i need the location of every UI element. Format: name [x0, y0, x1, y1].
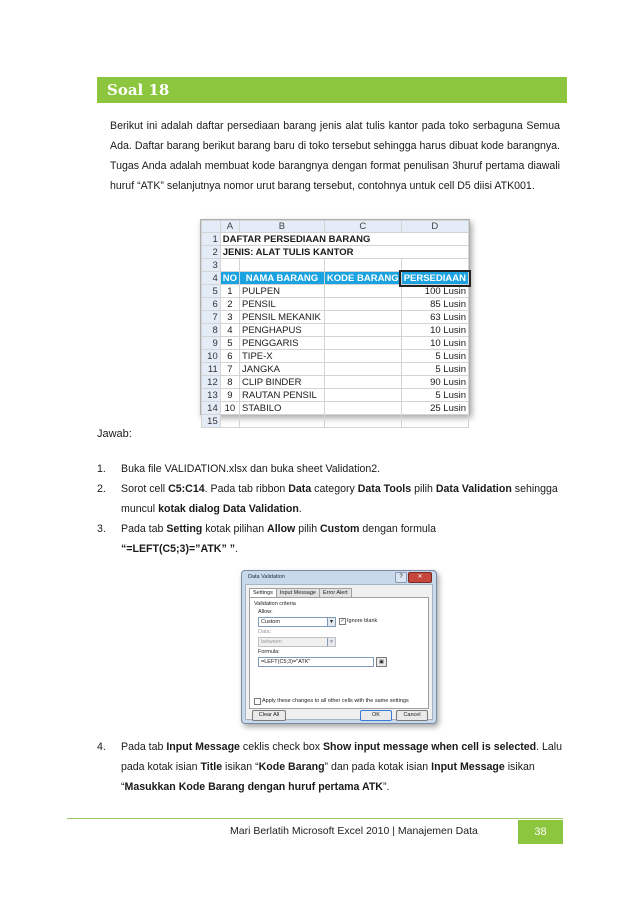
cell-no: 8 [220, 376, 239, 389]
data-label: Data: [258, 629, 272, 635]
list-item: 4. Pada tab Input Message ceklis check box Show input message when cell is selected. Lalu pada kotak isian Title isikan “Kode Barang” dan pada kotak isian Input Message isikan “Masukkan Kode Barang dengan huruf pertama ATK”. [97, 737, 567, 797]
cell-nama: RAUTAN PENSIL [240, 389, 325, 402]
cell-kode [324, 298, 401, 311]
row-number: 11 [202, 363, 221, 376]
corner-cell [202, 221, 221, 233]
criteria-label: Validation criteria [254, 601, 296, 607]
sheet-row [202, 259, 469, 272]
cell-nama: CLIP BINDER [240, 376, 325, 389]
intro-paragraph [110, 116, 560, 196]
cell-kode [324, 285, 401, 298]
step-text: Buka file VALIDATION.xlsx dan buka sheet Validation2. [121, 463, 381, 475]
range-selector-icon[interactable]: ▣ [376, 657, 387, 667]
ok-button[interactable]: OK [360, 710, 392, 721]
step-number: 4. [97, 741, 106, 753]
row-number: 13 [202, 389, 221, 402]
cell-persediaan: 5 Lusin [401, 389, 468, 402]
sheet-row [202, 233, 469, 246]
table-row [202, 363, 469, 376]
table-row [202, 285, 469, 298]
help-icon[interactable]: ? [395, 572, 407, 583]
row-number: 14 [202, 402, 221, 415]
table-row [202, 298, 469, 311]
sheet-title-2: JENIS: ALAT TULIS KANTOR [220, 246, 468, 259]
cell-kode [324, 402, 401, 415]
sheet-row [202, 246, 469, 259]
row-number: 4 [202, 272, 221, 285]
table-row [202, 350, 469, 363]
step-number: 1. [97, 463, 106, 475]
row-number: 10 [202, 350, 221, 363]
cell-nama: STABILO [240, 402, 325, 415]
cell-nama: PENSIL [240, 298, 325, 311]
table-row [202, 337, 469, 350]
close-icon[interactable]: ✕ [408, 572, 432, 583]
ignore-blank-label: Ignore blank [347, 618, 378, 624]
allow-select[interactable]: Custom ▼ [258, 617, 336, 627]
dialog-tabs [249, 588, 351, 597]
cell-nama: PENGHAPUS [240, 324, 325, 337]
jawab-label: Jawab: [97, 428, 132, 440]
header-persediaan: PERSEDIAAN [401, 272, 468, 285]
cell-kode [324, 311, 401, 324]
step-number: 2. [97, 483, 106, 495]
step-number: 3. [97, 523, 106, 535]
row-number: 2 [202, 246, 221, 259]
column-header-row [202, 221, 469, 233]
cell-no: 1 [220, 285, 239, 298]
header-no: NO [220, 272, 239, 285]
spreadsheet-image [200, 219, 470, 427]
spreadsheet-table [201, 220, 469, 428]
step-4 [97, 737, 567, 797]
column-header-c: C [324, 221, 401, 233]
dialog-body [245, 584, 433, 720]
cell-no: 3 [220, 311, 239, 324]
apply-all-checkbox[interactable] [254, 698, 261, 705]
cell-no: 7 [220, 363, 239, 376]
chevron-down-icon: ▼ [327, 638, 335, 646]
tab-input-message[interactable]: Input Message [276, 588, 320, 597]
row-number: 7 [202, 311, 221, 324]
table-row [202, 324, 469, 337]
cell-persediaan: 63 Lusin [401, 311, 468, 324]
row-number: 8 [202, 324, 221, 337]
sheet-title-1: DAFTAR PERSEDIAAN BARANG [220, 233, 468, 246]
row-number: 6 [202, 298, 221, 311]
header-kode-barang: KODE BARANG [324, 272, 401, 285]
cell-no: 6 [220, 350, 239, 363]
cell-no: 4 [220, 324, 239, 337]
cancel-button[interactable]: Cancel [396, 710, 428, 721]
row-number: 15 [202, 415, 221, 428]
cell-no: 9 [220, 389, 239, 402]
apply-all-label: Apply these changes to all other cells with the same settings [262, 698, 409, 704]
cell-persediaan: 10 Lusin [401, 324, 468, 337]
row-number: 9 [202, 337, 221, 350]
sheet-row [202, 415, 469, 428]
table-row [202, 376, 469, 389]
cell-kode [324, 337, 401, 350]
header-nama-barang: NAMA BARANG [240, 272, 325, 285]
column-header-a: A [220, 221, 239, 233]
cell-persediaan: 100 Lusin [401, 285, 468, 298]
settings-panel [249, 597, 429, 709]
table-row [202, 402, 469, 415]
cell-persediaan: 10 Lusin [401, 337, 468, 350]
list-item: 2. Sorot cell C5:C14. Pada tab ribbon Data category Data Tools pilih Data Validation sehingga muncul kotak dialog Data Validation. [97, 479, 567, 519]
data-validation-dialog [241, 570, 437, 724]
cell-nama: JANGKA [240, 363, 325, 376]
column-header-d: D [401, 221, 468, 233]
section-title: Soal 18 [107, 81, 170, 99]
table-header-row [202, 272, 469, 285]
cell-nama: PENSIL MEKANIK [240, 311, 325, 324]
page-number: 38 [518, 820, 563, 844]
dialog-titlebar [242, 571, 436, 583]
ignore-blank-checkbox[interactable]: ✓ [340, 618, 345, 624]
cell-no: 5 [220, 337, 239, 350]
list-item [97, 459, 567, 479]
chevron-down-icon: ▼ [327, 618, 335, 626]
table-row [202, 311, 469, 324]
allow-label: Allow: [258, 609, 273, 615]
footer-text: Mari Berlatih Microsoft Excel 2010 | Manajemen Data [230, 825, 478, 837]
cell-nama: PULPEN [240, 285, 325, 298]
cell-kode [324, 389, 401, 402]
cell-nama: TIPE-X [240, 350, 325, 363]
dialog-title: Data Validation [248, 574, 285, 580]
row-number: 5 [202, 285, 221, 298]
column-header-b: B [240, 221, 325, 233]
cell-kode [324, 363, 401, 376]
list-item: 3. Pada tab Setting kotak pilihan Allow pilih Custom dengan formula “=LEFT(C5;3)=”ATK” ”. [97, 519, 567, 559]
cell-no: 10 [220, 402, 239, 415]
cell-kode [324, 376, 401, 389]
clear-all-button[interactable]: Clear All [252, 710, 286, 721]
cell-persediaan: 5 Lusin [401, 350, 468, 363]
cell-nama: PENGGARIS [240, 337, 325, 350]
intro-text: Berikut ini adalah daftar persediaan barang jenis alat tulis kantor pada toko serbaguna Semua Ada. Daftar barang berikut barang baru di toko tersebut sehingga harus dibuat kode barangnya. Tugas Anda adalah membuat kode barangnya dengan format penulisan 3huruf pertama diawali huruf “ATK” selanjutnya nomor urut barang tersebut, contohnya untuk cell D5 diisi ATK001. [110, 120, 560, 192]
steps-list [97, 459, 567, 559]
formula-input[interactable]: =LEFT(C5;3)="ATK" [258, 657, 374, 667]
section-banner [97, 77, 567, 103]
cell-kode [324, 350, 401, 363]
footer-divider [67, 818, 563, 819]
data-select: between ▼ [258, 637, 336, 647]
row-number: 1 [202, 233, 221, 246]
tab-error-alert[interactable]: Error Alert [319, 588, 352, 597]
cell-persediaan: 90 Lusin [401, 376, 468, 389]
tab-settings[interactable]: Settings [249, 588, 277, 597]
row-number: 3 [202, 259, 221, 272]
table-row [202, 389, 469, 402]
cell-persediaan: 5 Lusin [401, 363, 468, 376]
row-number: 12 [202, 376, 221, 389]
cell-no: 2 [220, 298, 239, 311]
cell-persediaan: 85 Lusin [401, 298, 468, 311]
cell-persediaan: 25 Lusin [401, 402, 468, 415]
formula-label: Formula: [258, 649, 280, 655]
cell-kode [324, 324, 401, 337]
